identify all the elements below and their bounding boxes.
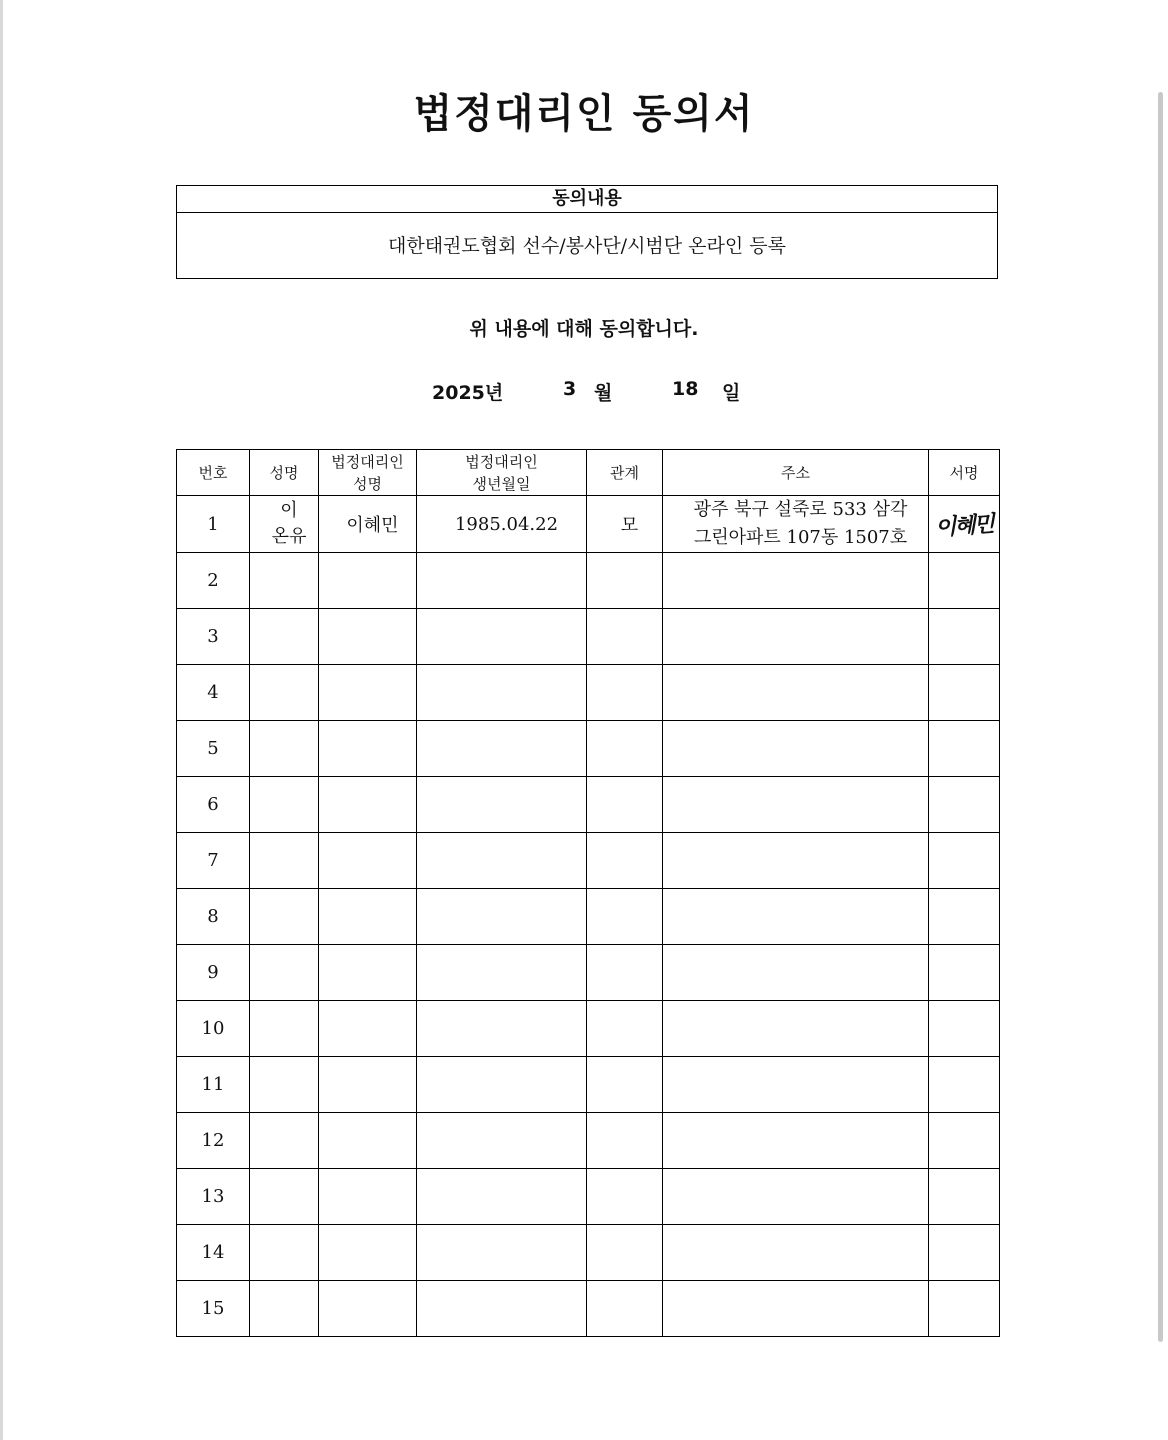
header-guardian-name bbox=[319, 450, 417, 496]
cell-name bbox=[250, 496, 319, 553]
cell-no: 11 bbox=[177, 1057, 250, 1113]
cell-address-line2: 그린아파트 107동 1507호 bbox=[693, 527, 908, 548]
table-row bbox=[177, 496, 1000, 553]
header-relation: 관계 bbox=[587, 450, 663, 496]
cell-no: 7 bbox=[177, 833, 250, 889]
table-row bbox=[177, 665, 1000, 721]
table-header-row bbox=[177, 450, 1000, 496]
table-row bbox=[177, 553, 1000, 609]
table-row bbox=[177, 833, 1000, 889]
cell-no: 14 bbox=[177, 1225, 250, 1281]
header-guardian-birth-line2: 생년월일 bbox=[472, 474, 531, 493]
cell-no: 8 bbox=[177, 889, 250, 945]
handwritten-signature: 이혜민 bbox=[934, 511, 994, 541]
cell-guardian-name: 이혜민 bbox=[319, 496, 417, 553]
header-guardian-birth bbox=[417, 450, 587, 496]
header-no: 번호 bbox=[177, 450, 250, 496]
cell-no: 15 bbox=[177, 1281, 250, 1337]
cell-no: 5 bbox=[177, 721, 250, 777]
date-month-unit: 월 bbox=[594, 382, 613, 404]
table-row bbox=[177, 945, 1000, 1001]
guardian-roster-table bbox=[176, 449, 1000, 1337]
table-row bbox=[177, 1113, 1000, 1169]
date-year: 2025년 bbox=[432, 382, 504, 404]
cell-guardian-birth: 1985.04.22 bbox=[417, 496, 587, 553]
agree-statement: 위 내용에 대해 동의합니다. bbox=[469, 318, 699, 340]
vertical-scrollbar[interactable] bbox=[1158, 92, 1163, 1342]
cell-signature bbox=[929, 496, 1000, 553]
header-guardian-name-line1: 법정대리인 bbox=[331, 452, 404, 471]
table-row bbox=[177, 889, 1000, 945]
date-day-unit: 일 bbox=[722, 382, 741, 404]
cell-no: 12 bbox=[177, 1113, 250, 1169]
cell-no: 1 bbox=[177, 496, 250, 553]
consent-header: 동의내용 bbox=[177, 186, 997, 213]
cell-no: 6 bbox=[177, 777, 250, 833]
document-title: 법정대리인 동의서 bbox=[413, 91, 755, 137]
cell-address bbox=[663, 496, 929, 553]
cell-relation: 모 bbox=[587, 496, 663, 553]
table-row bbox=[177, 1281, 1000, 1337]
table-row bbox=[177, 1169, 1000, 1225]
header-signature: 서명 bbox=[929, 450, 1000, 496]
cell-name-line2: 온유 bbox=[271, 526, 307, 547]
header-guardian-birth-line1: 법정대리인 bbox=[465, 452, 538, 471]
cell-address-line1: 광주 북구 설죽로 533 삼각 bbox=[693, 499, 908, 520]
consent-content: 대한태권도협회 선수/봉사단/시범단 온라인 등록 bbox=[387, 235, 786, 257]
cell-no: 2 bbox=[177, 553, 250, 609]
page-left-edge bbox=[0, 0, 3, 1440]
table-row bbox=[177, 777, 1000, 833]
table-row bbox=[177, 609, 1000, 665]
cell-name-line1: 이 bbox=[280, 500, 298, 521]
header-name: 성명 bbox=[250, 450, 319, 496]
cell-no: 3 bbox=[177, 609, 250, 665]
cell-no: 9 bbox=[177, 945, 250, 1001]
table-row bbox=[177, 1057, 1000, 1113]
cell-no: 13 bbox=[177, 1169, 250, 1225]
table-row bbox=[177, 721, 1000, 777]
header-address: 주소 bbox=[663, 450, 929, 496]
table-row bbox=[177, 1001, 1000, 1057]
cell-no: 4 bbox=[177, 665, 250, 721]
date-day: 18 bbox=[672, 378, 699, 400]
cell-no: 10 bbox=[177, 1001, 250, 1057]
table-row bbox=[177, 1225, 1000, 1281]
consent-box bbox=[176, 185, 998, 279]
date-month: 3 bbox=[563, 378, 577, 400]
header-guardian-name-line2: 성명 bbox=[353, 474, 382, 493]
